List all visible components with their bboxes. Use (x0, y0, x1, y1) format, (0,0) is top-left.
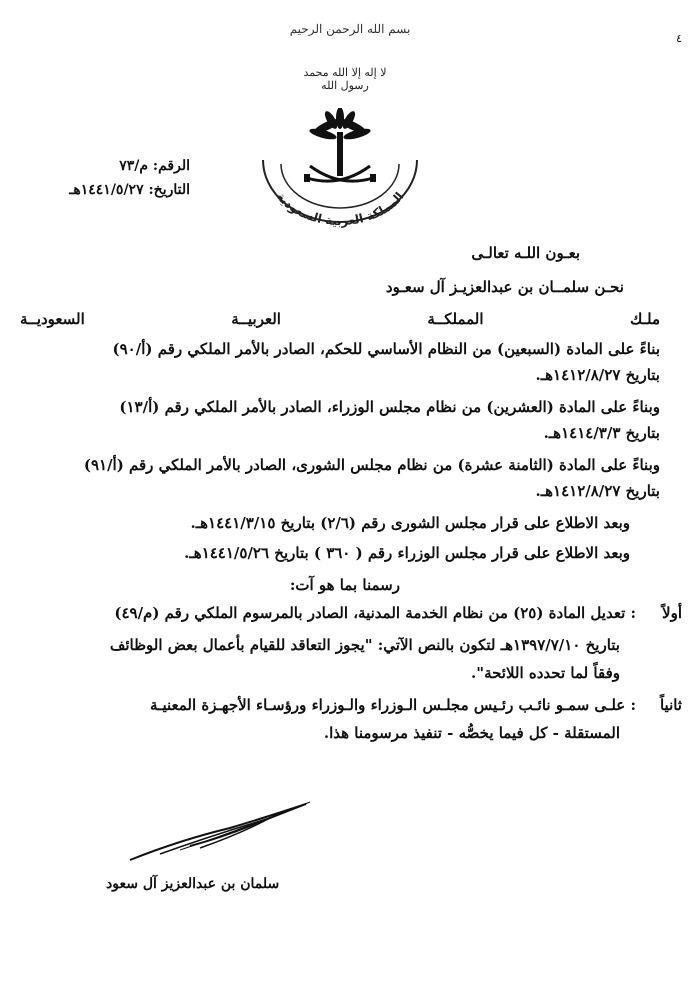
item-label-first: أولاً (662, 604, 682, 622)
signature-name: سلمان بن عبدالعزيز آل سعود (106, 876, 280, 892)
preamble-line: بتاريخ ١٤١٢/٨/٢٧هـ. (535, 366, 660, 384)
preamble-line: وبعد الاطلاع على قرار مجلس الشورى رقم (٢/٦) بتاريخ ١٤٤١/٣/١٥هـ. (190, 514, 630, 532)
item-line: بتاريخ ١٣٩٧/٧/١٠هـ لتكون بالنص الآتي: "يجوز التعاقد للقيام بأعمال بعض الوظائف (109, 636, 620, 654)
item-line: المستقلة - كل فيما يخصُّه - تنفيذ مرسومنا هذا. (323, 724, 620, 742)
preamble-line: بناءً على المادة (السبعين) من النظام الأساسي للحكم، الصادر بالأمر الملكي رقم (أ/٩٠) (112, 340, 660, 358)
item-line: وفقاً لما تحدده اللائحة". (471, 664, 620, 682)
preamble-line: وبناءً على المادة (الثامنة عشرة) من نظام مجلس الشورى، الصادر بالأمر الملكي رقم (أ/٩١) (83, 456, 660, 474)
document-date: التاريخ: ١٤٤١/٥/٢٧هـ (69, 182, 190, 198)
item-line: : علـى سمـو نائـب رئـيس مجلـس الـوزراء والـوزراء ورؤسـاء الأجهـزة المعنيـة (150, 696, 636, 714)
bismillah-header: بسم الله الرحمن الرحيم (289, 22, 411, 36)
emblem-arc-text: المملكة العربية السعودية (273, 189, 407, 229)
handwritten-signature (120, 790, 320, 870)
item-label-second: ثانياً (659, 696, 682, 714)
item-line: : تعديل المادة (٢٥) من نظام الخدمة المدنية، الصادر بالمرسوم الملكي رقم (م/٤٩) (114, 604, 636, 622)
shahada-calligraphy: لا إله إلا الله محمد رسول الله (303, 66, 387, 92)
preamble-line: وبعد الاطلاع على قرار مجلس الوزراء رقم ( ٣٦٠ ) بتاريخ ١٤٤١/٥/٢٦هـ. (184, 544, 630, 562)
preamble-line: بتاريخ ١٤١٢/٨/٢٧هـ. (535, 482, 660, 500)
corner-mark: ٤ (676, 32, 682, 45)
opening-line-1: بعـون اللـه تعالـى (471, 244, 580, 262)
saudi-emblem-icon (255, 108, 425, 238)
decree-intro: رسمنا بما هو آت: (289, 576, 400, 594)
document-meta (10, 154, 190, 202)
opening-line-2: نحـن سلمــان بن عبدالعزيـز آل سعـود (385, 278, 624, 296)
preamble-line: بتاريخ ١٤١٤/٣/٣هـ. (543, 424, 660, 442)
preamble-line: وبناءً على المادة (العشرين) من نظام مجلس الوزراء، الصادر بالأمر الملكي رقم (أ/١٣) (119, 398, 660, 416)
opening-line-3: ملـك المملكــة العربيــة السعوديــة (20, 310, 660, 328)
svg-text:المملكة العربية السعودية (274, 189, 407, 228)
document-number: الرقم: م/٧٣ (119, 158, 190, 174)
